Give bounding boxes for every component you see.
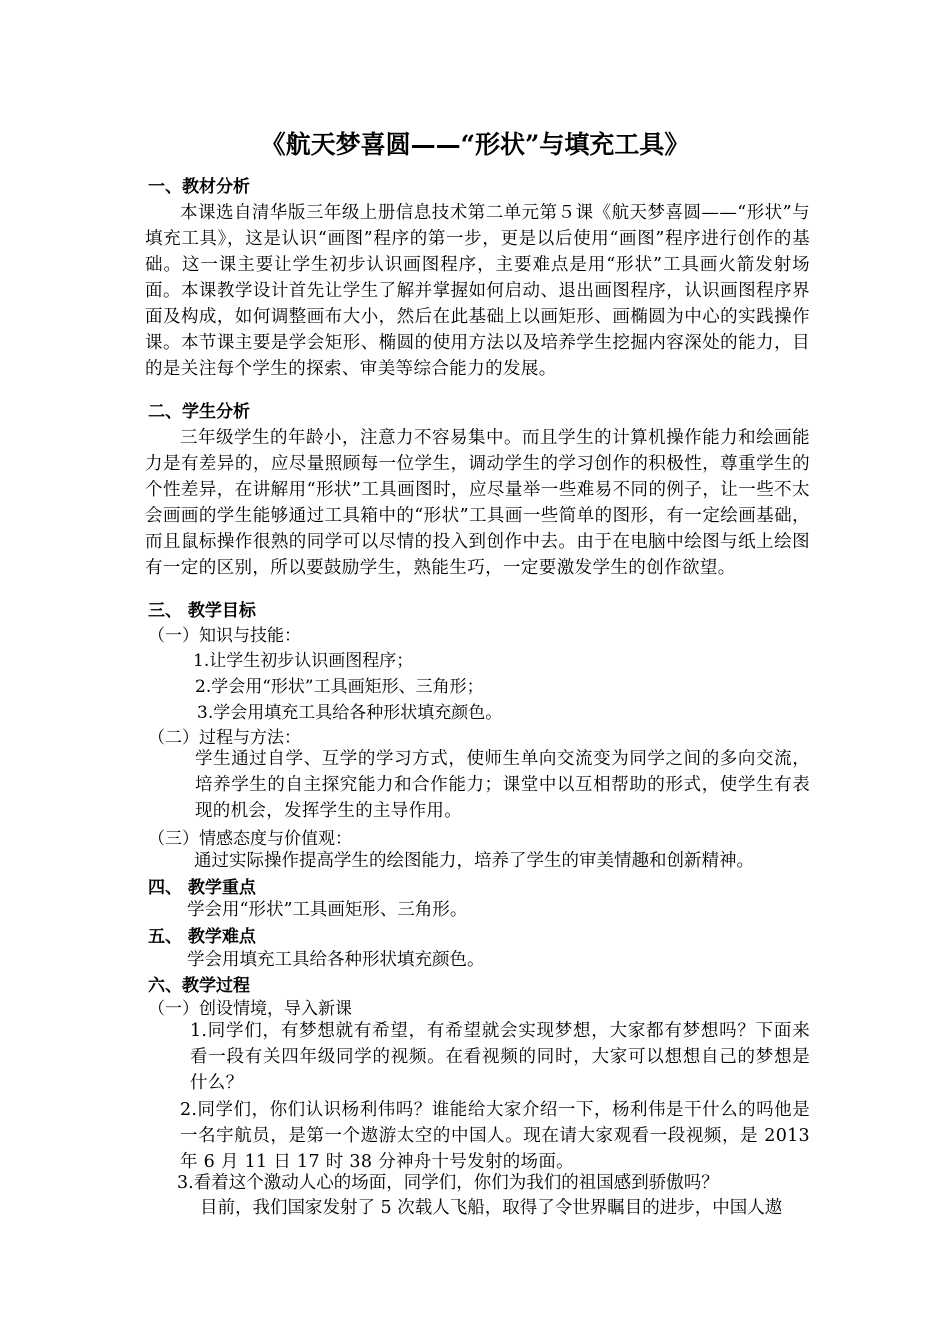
process-method-paragraph: 学生通过自学、互学的学习方式，使师生单向交流变为同学之间的多向交流，培养学生的自主探究能力和合作能力；课堂中以互相帮助的形式，使学生有表现的机会，发挥学生的主导作用。	[195, 749, 810, 821]
process-step-2: 2.同学们，你们认识杨利伟吗？谁能给大家介绍一下，杨利伟是干什么的吗他是一名宇航员，是第一个遨游太空的中国人。现在请大家观看一段视频，是 2013 年 6 月 11 日 17 时 38 分神舟十号发射的场面。	[180, 1100, 810, 1172]
process-step-3-continued: 目前，我们国家发射了 5 次载人飞船，取得了令世界瞩目的进步，中国人遨	[200, 1198, 783, 1218]
subheading-process-method: （二）过程与方法：	[148, 728, 301, 748]
emotion-values-text: 通过实际操作提高学生的绘图能力，培养了学生的审美情趣和创新精神。	[194, 851, 754, 871]
goal-item: 3.学会用填充工具给各种形状填充颜色。	[197, 703, 503, 723]
subheading-create-scenario: （一）创设情境，导入新课	[148, 999, 352, 1019]
difficult-point-text: 学会用填充工具给各种形状填充颜色。	[187, 950, 485, 970]
textbook-analysis-paragraph: 本课选自清华版三年级上册信息技术第二单元第５课《航天梦喜圆——“形状”与填充工具》，这是认识“画图”程序的第一步，更是以后使用“画图”程序进行创作的基础。这一课主要让学生初步认识画图程序，主要难点是用“形状”工具画火箭发射场面。本课教学设计首先让学生了解并掌握如何启动、退出画图程序，认识画图程序界面及构成，如何调整画布大小，然后在此基础上以画矩形、画椭圆为中心的实践操作课。本节课主要是学会矩形、椭圆的使用方法以及培养学生挖掘内容深处的能力，目的是关注每个学生的探索、审美等综合能力的发展。	[145, 203, 810, 379]
goal-item: 2.学会用“形状”工具画矩形、三角形；	[195, 677, 484, 697]
section-heading-textbook-analysis: 一、教材分析	[148, 177, 250, 197]
subheading-emotion-values: （三）情感态度与价值观：	[148, 829, 352, 849]
document-title: 《航天梦喜圆——“形状”与填充工具》	[260, 130, 690, 159]
section-heading-key-point: 四、 教学重点	[148, 878, 256, 898]
goal-item: 1.让学生初步认识画图程序；	[193, 651, 414, 671]
section-heading-student-analysis: 二、学生分析	[148, 402, 250, 422]
subheading-knowledge-skills: （一）知识与技能：	[148, 626, 301, 646]
process-step-3: 3.看着这个激动人心的场面，同学们，你们为我们的祖国感到骄傲吗？	[177, 1173, 719, 1193]
student-analysis-paragraph: 三年级学生的年龄小，注意力不容易集中。而且学生的计算机操作能力和绘画能力是有差异的，应尽量照顾每一位学生，调动学生的学习创作的积极性，尊重学生的个性差异，在讲解用“形状”工具画图时，应尽量举一些难易不同的例子，让一些不太会画画的学生能够通过工具箱中的“形状”工具画一些简单的图形，有一定绘画基础，而且鼠标操作很熟的同学可以尽情的投入到创作中去。由于在电脑中绘图与纸上绘图有一定的区别，所以要鼓励学生，熟能生巧，一定要激发学生的创作欲望。	[145, 428, 810, 578]
process-step-1: 1.同学们，有梦想就有希望，有希望就会实现梦想，大家都有梦想吗？下面来看一段有关四年级同学的视频。在看视频的同时，大家可以想想自己的梦想是什么？	[190, 1021, 810, 1093]
key-point-text: 学会用“形状”工具画矩形、三角形。	[187, 900, 468, 920]
section-heading-teaching-goals: 三、 教学目标	[148, 601, 256, 621]
section-heading-teaching-process: 六、教学过程	[148, 976, 250, 996]
section-heading-difficult-point: 五、 教学难点	[148, 927, 256, 947]
